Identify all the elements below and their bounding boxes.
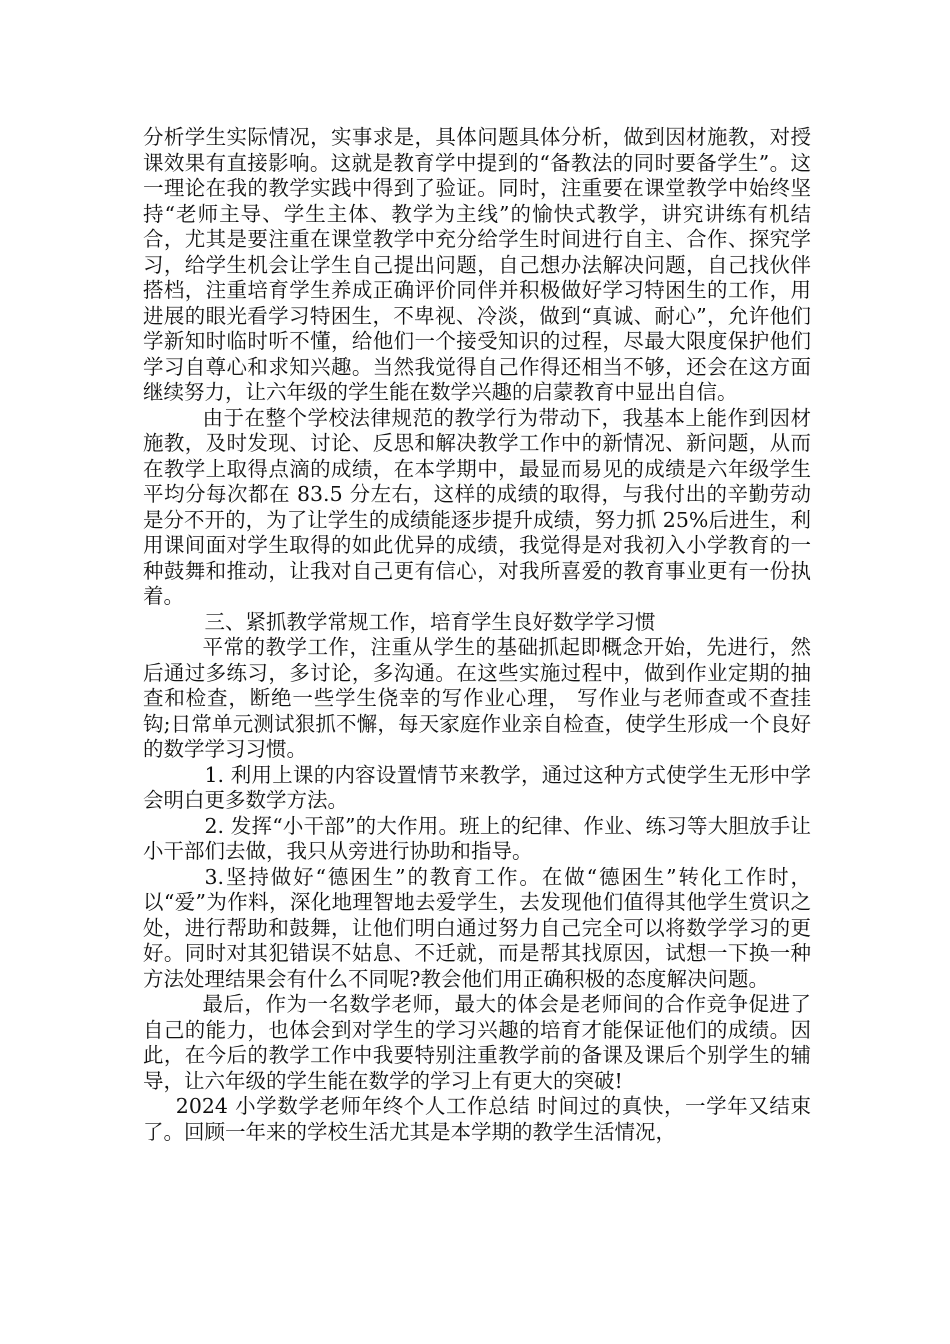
list-item-2: 2. 发挥“小干部”的大作用。班上的纪律、作业、练习等大胆放手让小干部们去做，我只从旁进行协助和指导。 [143,813,811,863]
section-heading-three: 三、紧抓教学常规工作，培育学生良好数学学习惯 [204,609,656,634]
paragraph-conclusion: 最后，作为一名数学老师，最大的体会是老师间的合作竞争促进了自己的能力，也体会到对学生的学习兴趣的培育才能保证他们的成绩。因此，在今后的教学工作中我要特别注重教学前的备课及课后个别学生的辅导，让六年级的学生能在数学的学习上有更大的突破! [143,992,811,1093]
paragraph-achievements: 由于在整个学校法律规范的教学行为带动下，我基本上能作到因材施教，及时发现、讨论、反思和解决教学工作中的新情况、新问题，从而在教学上取得点滴的成绩，在本学期中，最显而易见的成绩是六年级学生平均分每次都在 83.5 分左右，这样的成绩的取得，与我付出的辛勤劳动是分不开的，为了让学生的成绩能逐步提升成绩，努力抓 25%后进生，利用课间面对学生取得的如此优异的成绩，我觉得是对我初入小学教育的一种鼓舞和推动，让我对自己更有信心，对我所喜爱的教育事业更有一份执着。 [143,405,811,608]
list-item-3: 3.坚持做好“德困生”的教育工作。在做“德困生”转化工作时，以“爱”为作料，深化地理智地去爱学生，去发现他们值得其他学生赏识之处，进行帮助和鼓舞，让他们明白通过努力自己完全可以将数学学习的更好。同时对其犯错误不姑息、不迁就，而是帮其找原因，试想一下换一种方法处理结果会有什么不同呢?教会他们用正确积极的态度解决问题。 [143,864,811,991]
document-page [143,125,811,1145]
list-item-1: 1. 利用上课的内容设置情节来教学，通过这种方式使学生无形中学会明白更多数学方法。 [143,762,811,812]
paragraph-routine-work: 平常的教学工作，注重从学生的基础抓起即概念开始，先进行，然后通过多练习，多讨论，多沟通。在这些实施过程中，做到作业定期的抽查和检查，断绝一些学生侥幸的写作业心理， 写作业与老师查或不查挂钩;日常单元测试狠抓不懈，每天家庭作业亲自检查，使学生形成一个良好的数学学习习惯。 [143,635,811,761]
paragraph-analysis: 分析学生实际情况，实事求是，具体问题具体分析，做到因材施教，对授课效果有直接影响。这就是教育学中提到的“备教法的同时要备学生”。这一理论在我的教学实践中得到了验证。同时，注重要在课堂教学中始终坚持“老师主导、学生主体、教学为主线”的愉快式教学，讲究讲练有机结合，尤其是要注重在课堂教学中充分给学生时间进行自主、合作、探究学习，给学生机会让学生自己提出问题，自己想办法解决问题，自己找伙伴搭档，注重培育学生养成正确评价同伴并积极做好学习特困生的工作，用进展的眼光看学习特困生，不卑视、冷淡，做到“真诚、耐心”，允许他们学新知时临时听不懂，给他们一个接受知识的过程，尽最大限度保护他们学习自尊心和求知兴趣。当然我觉得自己作得还相当不够，还会在这方面继续努力，让六年级的学生能在数学兴趣的启蒙教育中显出自信。 [143,125,811,404]
paragraph-next-article: 2024 小学数学老师年终个人工作总结 时间过的真快，一学年又结束了。回顾一年来的学校生活尤其是本学期的教学生活情况， [143,1094,811,1144]
